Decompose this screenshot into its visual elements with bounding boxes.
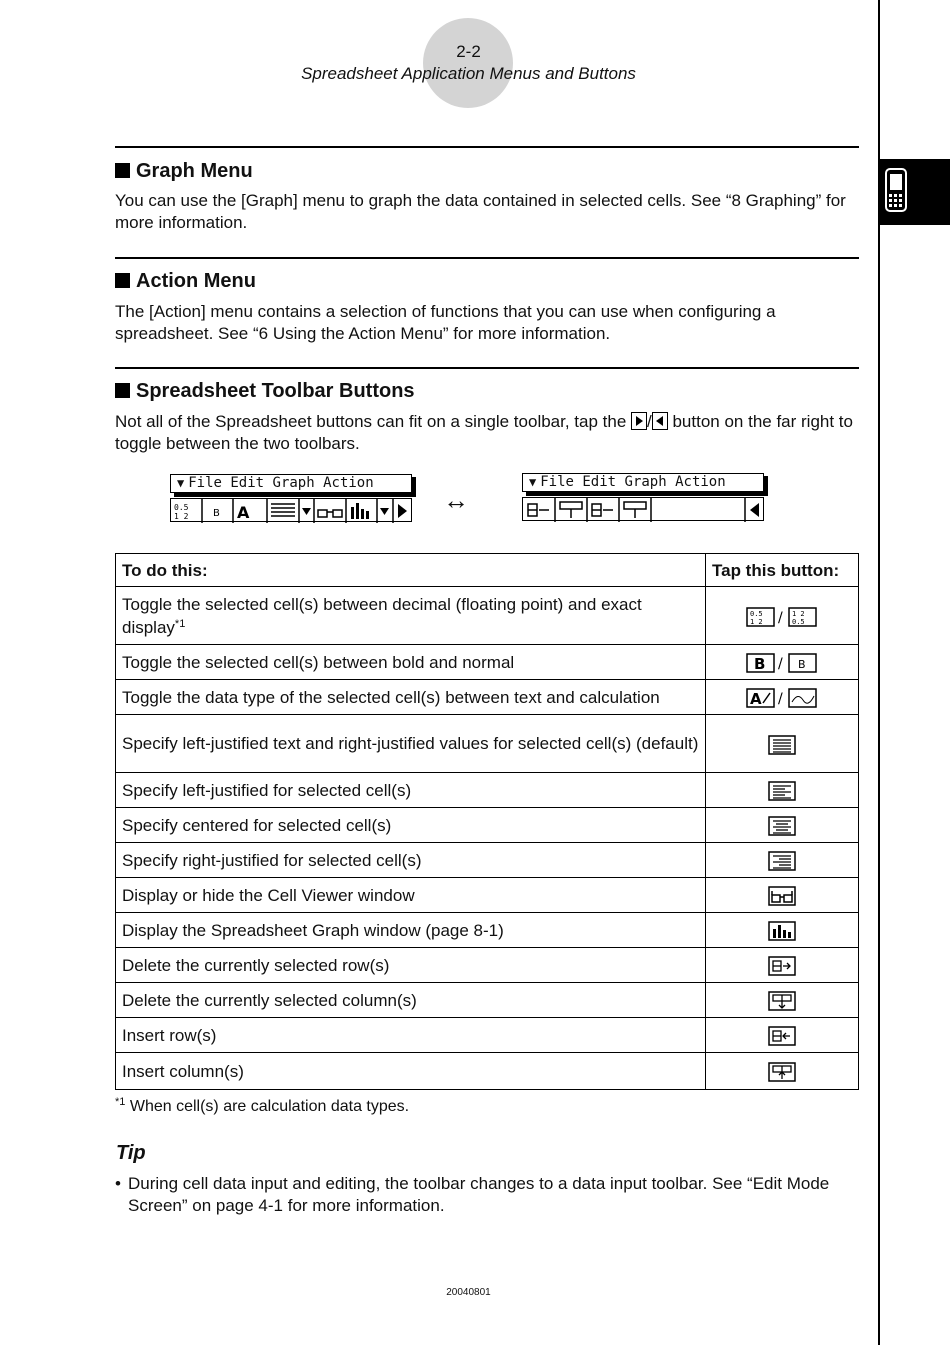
justify-center-icon <box>706 808 859 843</box>
decimal-exact-icon <box>706 587 859 645</box>
table-row <box>116 913 859 948</box>
table-row <box>116 680 859 715</box>
table-row <box>116 878 859 913</box>
svg-text:/: / <box>778 609 783 626</box>
toolbar-next-icon <box>631 412 647 430</box>
svg-text:0.5: 0.5 <box>750 609 763 618</box>
justify-right-icon <box>706 843 859 878</box>
header-circle <box>423 18 513 108</box>
svg-text:1 2: 1 2 <box>750 617 763 626</box>
button-table <box>115 553 859 1090</box>
insert-row-icon <box>706 1018 859 1053</box>
toolbar-prev-icon <box>652 412 668 430</box>
footnote: $^{*1}$ When cell(s) are calculation data types. <box>115 1096 410 1115</box>
delete-row-icon <box>706 948 859 983</box>
column-header-action: To do this: <box>116 554 706 587</box>
bold-normal-icon <box>706 645 859 680</box>
delete-column-icon <box>706 983 859 1018</box>
table-row <box>116 773 859 808</box>
bullet-icon: • <box>115 1174 121 1193</box>
table-cell-text: Display or hide the Cell Viewer window <box>116 878 706 913</box>
graph-icon <box>706 913 859 948</box>
section-body-action: The [Action] menu contains a selection of functions that you can use when configuring a spreadsheet. See “6 Using the Action Menu” for more information. <box>115 302 776 343</box>
section-rule <box>115 257 859 259</box>
swap-arrow-icon: ↔ <box>443 485 469 515</box>
svg-text:B: B <box>798 658 806 672</box>
toolbar-1 <box>170 498 412 522</box>
table-row <box>116 1018 859 1053</box>
svg-text:1 2: 1 2 <box>792 609 805 618</box>
svg-text:0.5: 0.5 <box>174 503 189 512</box>
calculator-icon <box>884 167 908 213</box>
table-cell-text: Specify centered for selected cell(s) <box>116 808 706 843</box>
table-header-row <box>116 554 859 587</box>
table-row <box>116 587 859 645</box>
svg-text:1 2: 1 2 <box>174 512 189 521</box>
section-title-graph: Graph Menu <box>115 160 253 183</box>
section-rule <box>115 146 859 148</box>
justify-left-icon <box>706 773 859 808</box>
section-rule <box>115 367 859 369</box>
table-cell-text: Specify left-justified text and right-justified values for selected cell(s) (default) <box>116 715 706 773</box>
table-cell-text: Insert column(s) <box>116 1053 706 1090</box>
svg-text:A: A <box>237 503 250 522</box>
table-row <box>116 983 859 1018</box>
section-title-toolbar: Spreadsheet Toolbar Buttons <box>115 380 415 403</box>
section-body-graph: You can use the [Graph] menu to graph the data contained in selected cells. See “8 Graphing” for more information. <box>115 191 846 232</box>
toolbar-2 <box>522 497 764 521</box>
svg-text:0.5: 0.5 <box>792 617 805 626</box>
table-cell-text: Specify left-justified for selected cell(s) <box>116 773 706 808</box>
tip-heading: Tip <box>116 1142 146 1164</box>
insert-column-icon <box>706 1053 859 1090</box>
svg-text:/: / <box>778 691 783 708</box>
table-row <box>116 843 859 878</box>
table-cell-text: Toggle the selected cell(s) between bold and normal <box>116 645 706 680</box>
table-cell-text: Specify right-justified for selected cell(s) <box>116 843 706 878</box>
page-number: 2-2 <box>456 42 481 61</box>
toolbar-2-icons <box>523 498 765 522</box>
column-header-button: Tap this button: <box>706 554 859 587</box>
square-bullet-icon <box>115 273 130 288</box>
svg-text:/: / <box>778 656 783 673</box>
toolbar-1-icons <box>171 499 413 523</box>
tip-bullet-item: • During cell data input and editing, the toolbar changes to a data input toolbar. See “Edit Mode Screen” on page 4-1 for more information. <box>115 1174 830 1215</box>
table-row <box>116 645 859 680</box>
table-cell-text: Delete the currently selected column(s) <box>116 983 706 1018</box>
square-bullet-icon <box>115 163 130 178</box>
svg-text:B: B <box>213 508 220 519</box>
table-cell-text: Insert row(s) <box>116 1018 706 1053</box>
svg-text:A: A <box>750 690 762 709</box>
footer-code: 20040801 <box>446 1287 491 1298</box>
justify-default-icon <box>706 715 859 773</box>
dropdown-icon: ▼ <box>529 475 537 489</box>
square-bullet-icon <box>115 383 130 398</box>
cell-viewer-icon <box>706 878 859 913</box>
section-body-toolbar: Not all of the Spreadsheet buttons can fit on a single toolbar, tap the / button on the far right to toggle between the two toolbars. <box>115 412 853 453</box>
menu-bar-1: ▼ File Edit Graph Action <box>170 474 412 493</box>
page-subtitle: Spreadsheet Application Menus and Buttons <box>301 64 636 83</box>
dropdown-icon: ▼ <box>177 476 185 490</box>
table-cell-text: Delete the currently selected row(s) <box>116 948 706 983</box>
text-calc-icon <box>706 680 859 715</box>
table-row <box>116 808 859 843</box>
svg-text:B: B <box>754 655 766 674</box>
table-cell-text: Toggle the selected cell(s) between decimal (floating point) and exact display$^{*1}$ <box>116 587 706 645</box>
table-cell-text: Toggle the data type of the selected cell(s) between text and calculation <box>116 680 706 715</box>
menu-bar-2: ▼ File Edit Graph Action <box>522 473 764 492</box>
table-row <box>116 948 859 983</box>
table-cell-text: Display the Spreadsheet Graph window (page 8-1) <box>116 913 706 948</box>
section-title-action: Action Menu <box>115 270 256 293</box>
chapter-tab <box>878 159 950 225</box>
table-row <box>116 715 859 773</box>
table-row <box>116 1053 859 1090</box>
